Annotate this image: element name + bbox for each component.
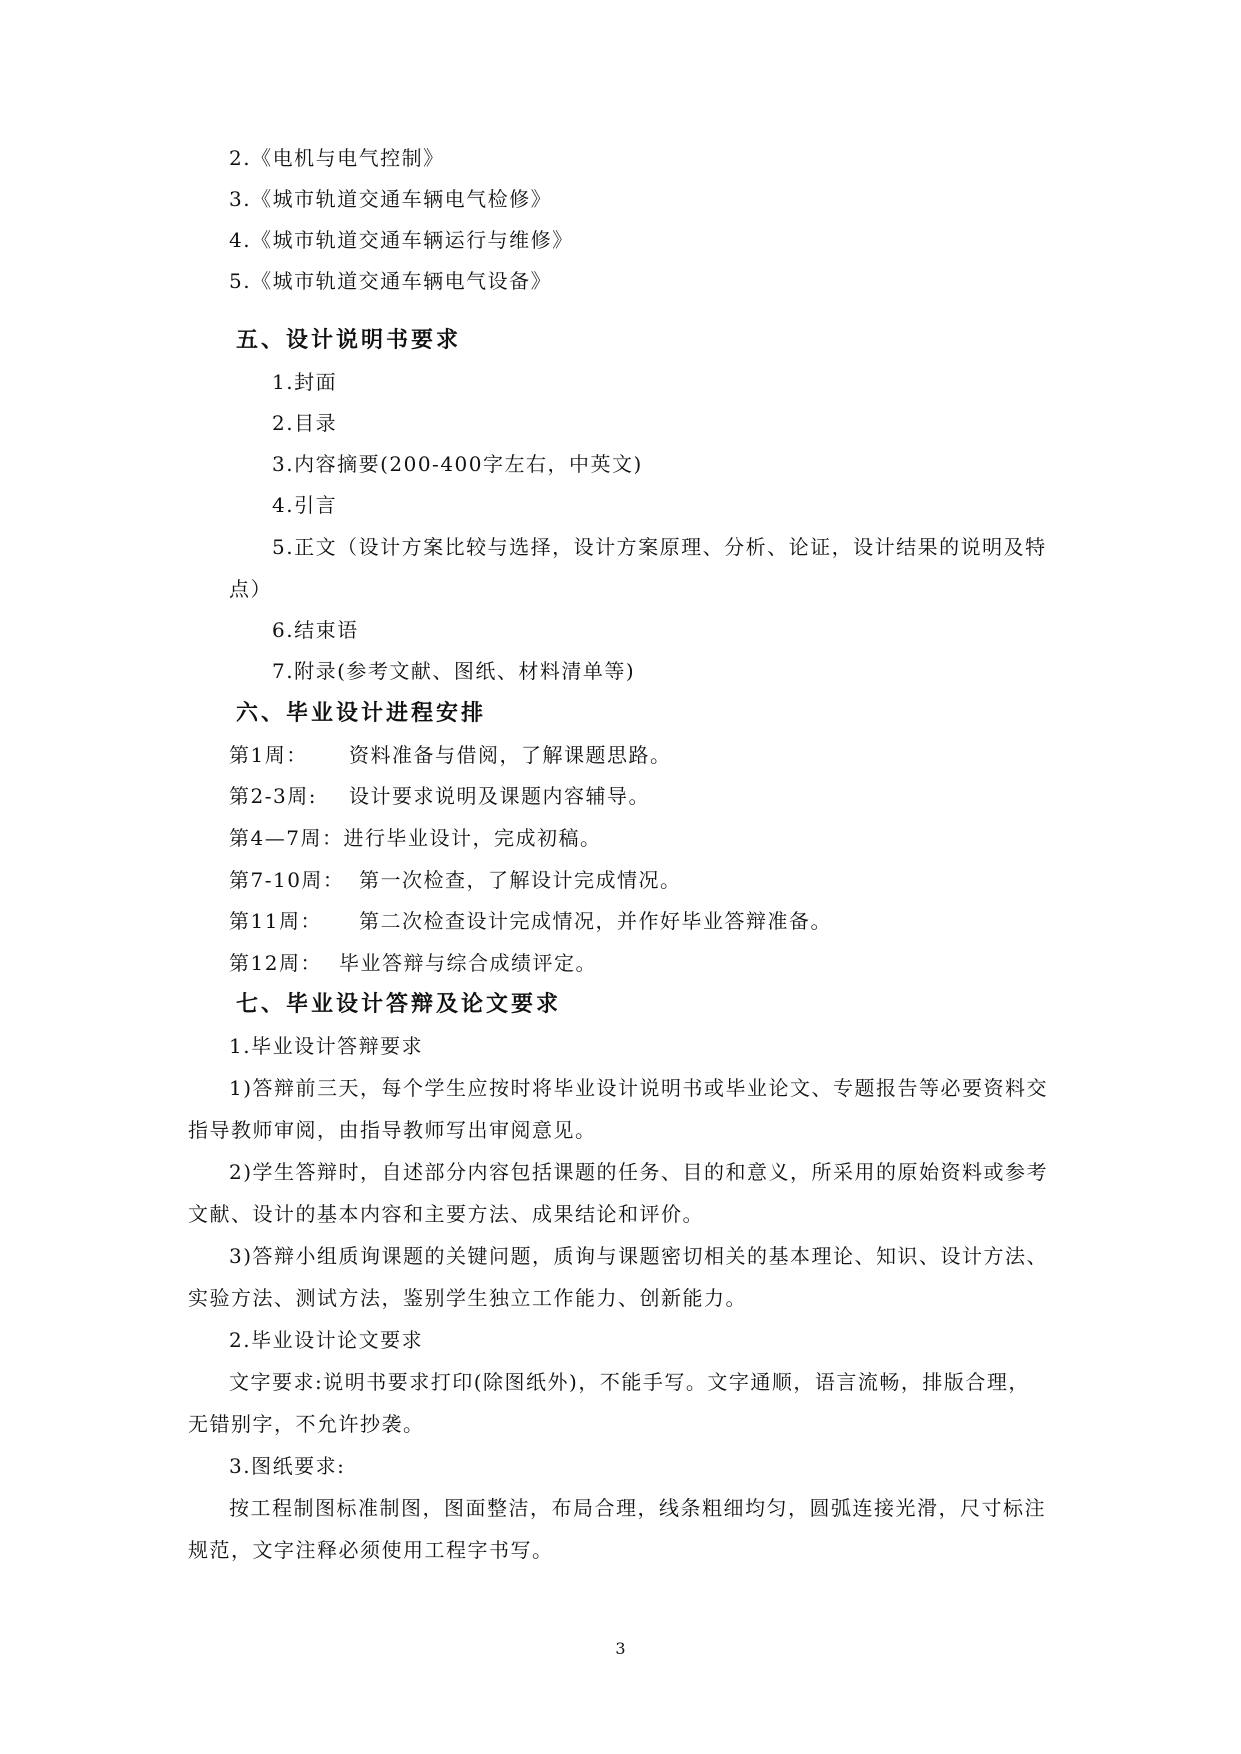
- schedule-task: 第二次检查设计完成情况，并作好毕业答辩准备。: [359, 909, 832, 933]
- paragraph-line: 3)答辩小组质询课题的关键问题，质询与课题密切相关的基本理论、知识、设计方法、: [229, 1244, 1049, 1268]
- schedule-week: 第2-3周:: [229, 784, 317, 808]
- reference-item: 3.《城市轨道交通车辆电气检修》: [229, 187, 553, 211]
- list-item: 6.结束语: [272, 618, 359, 642]
- paragraph-line: 文献、设计的基本内容和主要方法、成果结论和评价。: [188, 1202, 704, 1226]
- page-number: 3: [615, 1639, 626, 1658]
- paragraph-line: 文字要求:说明书要求打印(除图纸外)，不能手写。文字通顺，语言流畅，排版合理，: [229, 1370, 1030, 1394]
- list-item: 3.内容摘要(200-400字左右，中英文): [272, 452, 643, 476]
- schedule-row: [229, 907, 832, 935]
- paragraph-line: 规范，文字注释必须使用工程字书写。: [188, 1538, 554, 1562]
- schedule-task: 设计要求说明及课题内容辅导。: [349, 784, 650, 808]
- schedule-week: 第4—7周：: [229, 826, 344, 850]
- paragraph-line: 无错别字，不允许抄袭。: [188, 1412, 425, 1436]
- section-heading: 七、毕业设计答辩及论文要求: [236, 992, 562, 1017]
- schedule-task: 资料准备与借阅，了解课题思路。: [349, 743, 672, 767]
- list-item: 2.目录: [272, 411, 338, 435]
- list-item: 4.引言: [272, 493, 338, 517]
- schedule-week: 第11周：: [229, 909, 322, 933]
- paragraph-line: 2)学生答辩时，自述部分内容包括课题的任务、目的和意义，所采用的原始资料或参考: [229, 1160, 1049, 1184]
- paragraph-line: 1)答辩前三天，每个学生应按时将毕业设计说明书或毕业论文、专题报告等必要资料交: [229, 1076, 1049, 1100]
- schedule-row: [229, 866, 682, 894]
- section-heading: 六、毕业设计进程安排: [236, 701, 487, 726]
- paragraph-line: 实验方法、测试方法，鉴别学生独立工作能力、创新能力。: [188, 1286, 747, 1310]
- list-item-continuation: 点）: [229, 577, 272, 601]
- reference-item: 5.《城市轨道交通车辆电气设备》: [229, 269, 553, 293]
- schedule-week: 第7-10周：: [229, 868, 345, 892]
- schedule-task: 毕业答辩与综合成绩评定。: [339, 951, 597, 975]
- list-item: 1.封面: [272, 370, 338, 394]
- subheading: 1.毕业设计答辩要求: [229, 1034, 424, 1058]
- schedule-week: 第1周：: [229, 743, 308, 767]
- schedule-row: [229, 741, 672, 769]
- schedule-row: [229, 949, 597, 977]
- section-heading: 五、设计说明书要求: [236, 328, 462, 353]
- subheading: 2.毕业设计论文要求: [229, 1328, 424, 1352]
- schedule-task: 第一次检查，了解设计完成情况。: [359, 868, 682, 892]
- list-item: 7.附录(参考文献、图纸、材料清单等): [272, 659, 636, 683]
- schedule-week: 第12周：: [229, 951, 322, 975]
- paragraph-line: 指导教师审阅，由指导教师写出审阅意见。: [188, 1118, 597, 1142]
- reference-item: 2.《电机与电气控制》: [229, 146, 445, 170]
- list-item: 5.正文（设计方案比较与选择，设计方案原理、分析、论证，设计结果的说明及特: [272, 535, 1047, 559]
- subheading: 3.图纸要求:: [229, 1454, 346, 1478]
- schedule-task: 进行毕业设计，完成初稿。: [343, 826, 602, 850]
- schedule-row: [229, 824, 601, 852]
- paragraph-line: 按工程制图标准制图，图面整洁，布局合理，线条粗细均匀，圆弧连接光滑，尺寸标注: [229, 1496, 1046, 1520]
- reference-item: 4.《城市轨道交通车辆运行与维修》: [229, 228, 574, 252]
- schedule-row: [229, 782, 650, 810]
